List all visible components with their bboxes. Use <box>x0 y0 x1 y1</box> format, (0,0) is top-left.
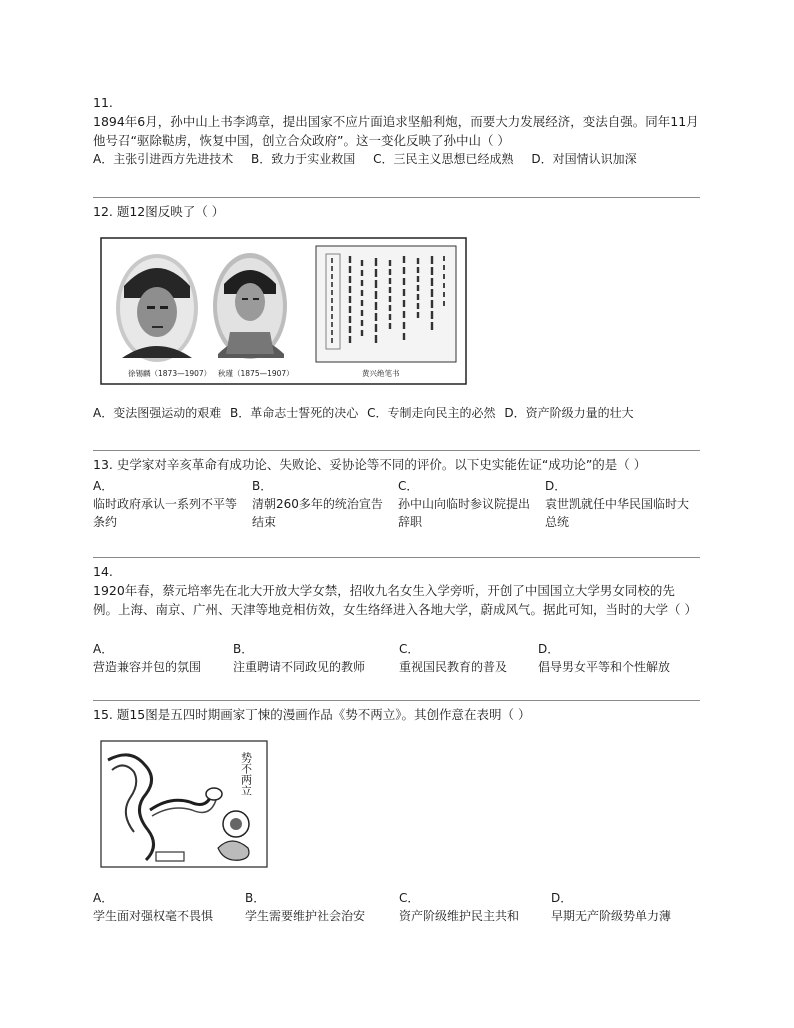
question-number: 11. <box>93 95 113 110</box>
caption-middle: 秋瑾（1875—1907） <box>218 369 294 378</box>
option-grid <box>93 477 713 533</box>
caption-right: 黄兴绝笔书 <box>362 369 400 378</box>
option-letter: A． <box>93 891 114 905</box>
option-letter: B． <box>233 642 254 656</box>
option-text: 孙中山向临时参议院提出辞职 <box>398 497 531 529</box>
question-stem: 1920年春，蔡元培率先在北大开放大学女禁，招收九名女生入学旁听，开创了中国国立大学男女同校的先例。上海、南京、广州、天津等地竞相仿效，女生络绎进入各地大学，蔚成风气。据此可知，当时的大学（ ） <box>93 583 697 617</box>
option-b[interactable] <box>245 889 395 925</box>
option-c[interactable]: C．三民主义思想已经成熟 <box>373 152 514 166</box>
option-a[interactable]: A．变法图强运动的艰难 <box>93 406 222 420</box>
option-text: 临时政府承认一系列不平等条约 <box>93 497 238 529</box>
option-c[interactable] <box>399 889 547 925</box>
option-letter: A． <box>93 479 114 493</box>
option-c[interactable] <box>398 477 538 531</box>
question-stem: 13. 史学家对辛亥革命有成功论、失败论、妥协论等不同的评价。以下史实能佐证“成功论”的是（ ） <box>93 457 647 472</box>
option-a[interactable] <box>93 889 241 925</box>
option-d[interactable] <box>551 889 701 925</box>
divider <box>93 557 700 558</box>
option-letter: D． <box>551 891 573 905</box>
option-d[interactable] <box>545 477 699 531</box>
option-a[interactable]: A．主张引进西方先进技术 <box>93 152 234 166</box>
option-d[interactable] <box>538 640 703 676</box>
option-letter: B． <box>252 479 273 493</box>
divider <box>93 700 700 701</box>
question-11 <box>93 93 699 168</box>
option-text: 袁世凯就任中华民国临时大总统 <box>545 497 690 529</box>
option-text: 注重聘请不同政见的教师 <box>233 660 366 674</box>
question-12 <box>93 202 699 221</box>
question-number: 14. <box>93 564 113 579</box>
cartoon-title: 势不两立 <box>239 752 253 796</box>
option-c[interactable] <box>399 640 539 676</box>
handwritten-letter <box>316 246 456 362</box>
option-a[interactable] <box>93 477 245 531</box>
option-row <box>93 150 699 168</box>
question-14 <box>93 562 699 674</box>
figure-12-photos <box>100 236 468 386</box>
option-text: 营造兼容并包的氛围 <box>93 660 202 674</box>
question-stem: 15. 题15图是五四时期画家丁悚的漫画作品《势不两立》。其创作意在表明（ ） <box>93 707 531 722</box>
portrait-qiu-jin <box>213 253 287 359</box>
option-d[interactable]: D．资产阶级力量的壮大 <box>504 406 634 420</box>
option-a[interactable] <box>93 640 228 676</box>
option-text: 清朝260多年的统治宣告结束 <box>252 497 383 529</box>
divider <box>93 197 700 198</box>
option-b[interactable]: B．革命志士誓死的决心 <box>230 406 359 420</box>
option-text: 早期无产阶级势单力薄 <box>551 909 672 923</box>
option-grid <box>93 640 713 680</box>
question-12-options <box>93 404 699 422</box>
option-text: 学生面对强权毫不畏惧 <box>93 909 214 923</box>
option-b[interactable] <box>252 477 390 531</box>
option-text: 学生需要维护社会治安 <box>245 909 366 923</box>
figure-12 <box>100 236 468 386</box>
caption-left: 徐锡麟（1873—1907） <box>128 369 212 378</box>
option-letter: D． <box>538 642 560 656</box>
option-letter: C． <box>399 642 420 656</box>
option-d[interactable]: D．对国情认识加深 <box>531 152 637 166</box>
option-text: 资产阶级维护民主共和 <box>399 909 520 923</box>
cartoon-drawing <box>100 740 268 870</box>
portrait-xu-xilin <box>116 254 198 362</box>
option-c[interactable]: C．专制走向民主的必然 <box>367 406 496 420</box>
option-letter: A． <box>93 642 114 656</box>
option-b[interactable] <box>233 640 393 676</box>
question-15 <box>93 705 699 724</box>
question-stem: 12. 题12图反映了（ ） <box>93 204 225 219</box>
option-text: 重视国民教育的普及 <box>399 660 508 674</box>
question-13 <box>93 455 699 529</box>
option-letter: D． <box>545 479 567 493</box>
option-text: 倡导男女平等和个性解放 <box>538 660 671 674</box>
option-letter: C． <box>399 891 420 905</box>
option-letter: C． <box>398 479 419 493</box>
option-row <box>93 404 699 422</box>
question-stem: 1894年6月，孙中山上书李鸿章，提出国家不应片面追求坚船利炮，而要大力发展经济，变法自强。同年11月他号召“驱除鞑虏，恢复中国，创立合众政府”。这一变化反映了孙中山（ ） <box>93 114 699 148</box>
option-letter: B． <box>245 891 266 905</box>
divider <box>93 450 700 451</box>
option-grid <box>93 889 713 929</box>
option-b[interactable]: B．致力于实业救国 <box>251 152 356 166</box>
figure-15 <box>100 740 268 870</box>
